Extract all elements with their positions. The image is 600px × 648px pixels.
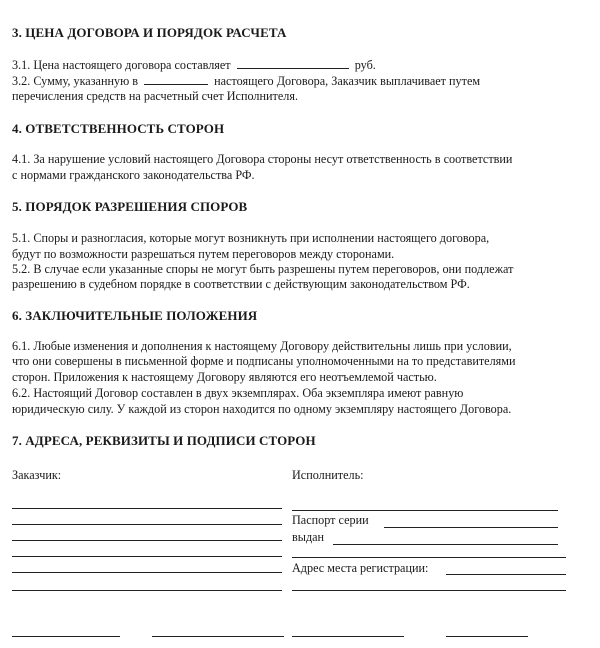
section-6-heading: 6. ЗАКЛЮЧИТЕЛЬНЫЕ ПОЛОЖЕНИЯ	[12, 308, 258, 323]
section-5-heading: 5. ПОРЯДОК РАЗРЕШЕНИЯ СПОРОВ	[12, 199, 248, 214]
clause-4-1-line2: с нормами гражданского законодательства РФ.	[12, 168, 255, 182]
section-7-heading: 7. АДРЕСА, РЕКВИЗИТЫ И ПОДПИСИ СТОРОН	[12, 433, 316, 448]
clause-3-2-text-start: 3.2. Сумму, указанную в	[12, 74, 138, 88]
contractor-signature-line[interactable]	[292, 636, 404, 637]
customer-details-line[interactable]	[12, 540, 282, 541]
clause-3-2-text-end: настоящего Договора, Заказчик выплачивает путем	[214, 74, 481, 88]
clause-5-2-line1: 5.2. В случае если указанные споры не могут быть разрешены путем переговоров, они подлежат	[12, 262, 514, 276]
passport-series-line[interactable]	[384, 527, 558, 528]
customer-details-line[interactable]	[12, 572, 282, 573]
registration-address-line[interactable]	[446, 574, 566, 575]
contractor-details-line[interactable]	[292, 510, 558, 511]
customer-name-line[interactable]	[152, 636, 284, 637]
registration-address-label: Адрес места регистрации:	[292, 561, 429, 575]
contractor-label: Исполнитель:	[292, 468, 364, 482]
clause-5-1-line1: 5.1. Споры и разногласия, которые могут возникнуть при исполнении настоящего договора,	[12, 231, 490, 245]
customer-signature-line[interactable]	[12, 636, 120, 637]
customer-details-line[interactable]	[12, 590, 282, 591]
clause-6-1-line2: что они совершены в письменной форме и подписаны уполномоченными на то представителями	[12, 354, 516, 368]
clause-5-2-line2: разрешению в судебном порядке в соответствии с действующим законодательством РФ.	[12, 277, 470, 291]
customer-label: Заказчик:	[12, 468, 62, 482]
clause-5-1-line2: будут по возможности разрешаться путем переговоров между сторонами.	[12, 247, 395, 261]
issued-by-line[interactable]	[333, 544, 558, 545]
clause-3-1-text: 3.1. Цена настоящего договора составляет	[12, 58, 231, 72]
clause-6-2-line2: юридическую силу. У каждой из сторон находится по одному экземпляру настоящего Договора.	[12, 402, 512, 416]
contractor-details-line[interactable]	[292, 590, 566, 591]
clause-6-1-line3: сторон. Приложения к настоящему Договору являются его неотъемлемой частью.	[12, 370, 437, 384]
issued-label: выдан	[292, 530, 325, 544]
clause-3-2-line2: перечисления средств на расчетный счет Исполнителя.	[12, 89, 299, 103]
contractor-details-line[interactable]	[292, 557, 566, 558]
clause-6-2-line1: 6.2. Настоящий Договор составлен в двух экземплярах. Оба экземпляра имеют равную	[12, 386, 464, 400]
clause-reference-blank[interactable]	[144, 73, 208, 85]
price-blank[interactable]	[237, 57, 349, 69]
section-4-heading: 4. ОТВЕТСТВЕННОСТЬ СТОРОН	[12, 121, 225, 136]
clause-4-1-line1: 4.1. За нарушение условий настоящего Договора стороны несут ответственность в соответствии	[12, 152, 513, 166]
customer-details-line[interactable]	[12, 556, 282, 557]
currency-label: руб.	[354, 58, 376, 72]
section-3-heading: 3. ЦЕНА ДОГОВОРА И ПОРЯДОК РАСЧЕТА	[12, 25, 287, 40]
clause-3-2	[12, 73, 480, 89]
customer-details-line[interactable]	[12, 524, 282, 525]
customer-details-line[interactable]	[12, 508, 282, 509]
contractor-name-line[interactable]	[446, 636, 528, 637]
clause-3-1	[12, 57, 376, 73]
clause-6-1-line1: 6.1. Любые изменения и дополнения к настоящему Договору действительны лишь при условии,	[12, 339, 512, 353]
passport-label: Паспорт серии	[292, 513, 369, 527]
